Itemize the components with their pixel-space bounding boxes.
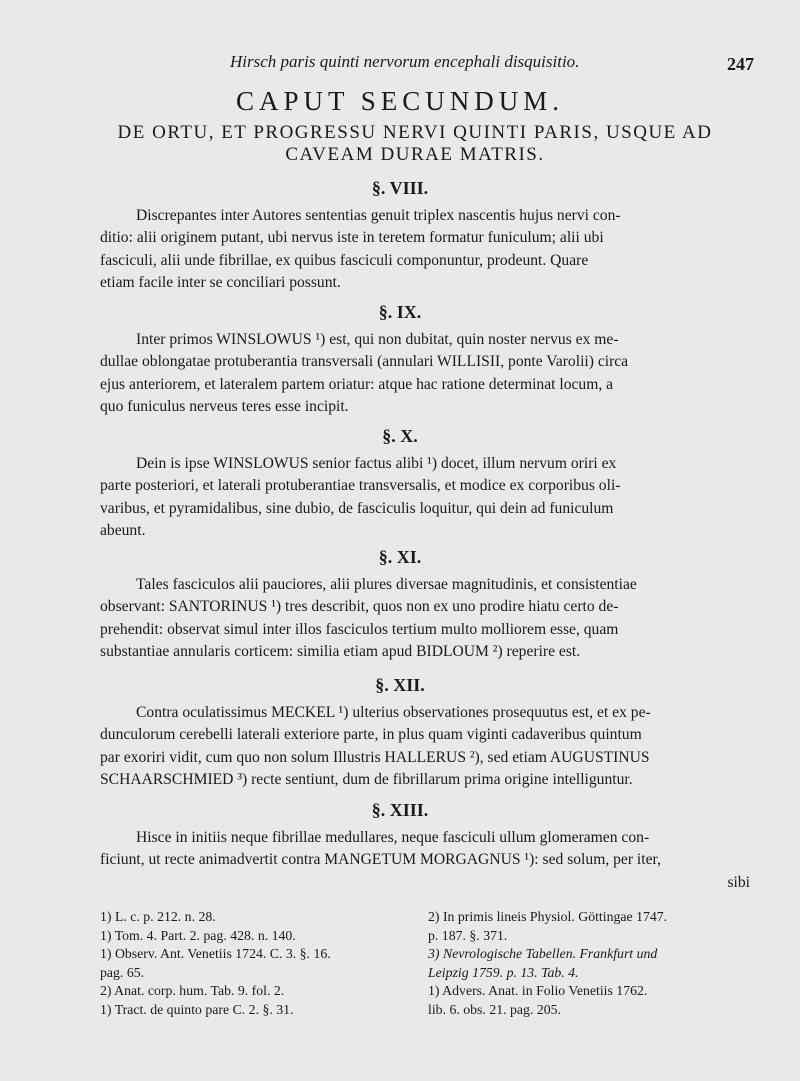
footnote-line: pag. 65. — [100, 964, 145, 980]
text-line: ejus anteriorem, et lateralem partem oriatur: atque hac ratione determinat locum, a — [100, 375, 614, 393]
text-line: ditio: alii originem putant, ubi nervus iste in teretem formatur funiculum; alii ubi — [100, 229, 604, 247]
footnote-line: lib. 6. obs. 21. pag. 205. — [428, 1001, 561, 1017]
text-line: Discrepantes inter Autores sententias genuit triplex nascentis hujus nervi con- — [136, 207, 621, 224]
footnotes-right-column — [428, 908, 768, 1019]
footnote-line: 1) Tract. de quinto pare C. 2. §. 31. — [100, 1001, 294, 1017]
text-line: dunculorum cerebelli laterali exteriore parte, in plus quam viginti cadaveribus quintum — [100, 726, 642, 744]
text-line: Inter primos WINSLOWUS ¹) est, qui non dubitat, quin noster nervus ex me- — [136, 331, 619, 348]
text-line: Tales fasciculos alii pauciores, alii plures diversae magnitudinis, et consistentiae — [136, 576, 637, 593]
text-line: etiam facile inter se conciliari possunt. — [100, 274, 341, 292]
text-line: prehendit: observat simul inter illos fasciculos tertium multo molliorem esse, quam — [100, 620, 619, 638]
text-line: parte posteriori, et laterali protuberantiae transversalis, et modice ex corporibus oli- — [100, 477, 621, 495]
section-heading-viii: §. VIII. — [371, 178, 429, 198]
running-head — [0, 52, 800, 76]
page-number: 247 — [727, 54, 754, 74]
paragraph-ix — [100, 329, 750, 419]
text-line: abeunt. — [100, 522, 146, 540]
footnote-line: Leipzig 1759. p. 13. Tab. 4. — [428, 964, 579, 980]
text-line: Contra oculatissimus MECKEL ¹) ulterius observationes prosequutus est, et ex pe- — [136, 704, 651, 721]
text-line: ficiunt, ut recte animadvertit contra MANGETUM MORGAGNUS ¹): sed solum, per iter, — [100, 851, 661, 869]
running-title: Hirsch paris quinti nervorum encephali disquisitio. — [230, 52, 580, 71]
text-line: par exoriri vidit, cum quo non solum Illustris HALLERUS ²), sed etiam AUGUSTINUS — [100, 748, 650, 766]
text-line: Hisce in initiis neque fibrillae medullares, neque fasciculi ullum glomeramen con- — [136, 829, 650, 846]
footnote-line: 3) Nevrologische Tabellen. Frankfurt und — [428, 946, 658, 961]
chapter-subtitle-line: CAVEAM DURAE MATRIS. — [285, 144, 545, 165]
chapter-title: CAPUT SECUNDUM. — [235, 86, 565, 116]
text-line: varibus, et pyramidalibus, sine dubio, de fasciculis loquitur, qui dein ad funiculum — [100, 499, 614, 517]
catchword: sibi — [727, 873, 750, 891]
footnote-line: 1) L. c. p. 212. n. 28. — [100, 909, 216, 924]
footnote-line: 1) Observ. Ant. Venetiis 1724. C. 3. §. 16. — [100, 946, 331, 961]
footnote-line: 2) Anat. corp. hum. Tab. 9. fol. 2. — [100, 983, 285, 998]
section-heading-xii: §. XII. — [375, 675, 425, 695]
section-heading-xiii: §. XIII. — [371, 800, 429, 820]
paragraph-x — [100, 453, 750, 543]
footnote-line: 2) In primis lineis Physiol. Göttingae 1747. — [428, 909, 668, 924]
paragraph-xiii — [100, 827, 750, 894]
text-line: fasciculi, alii unde fibrillae, ex quibus fasciculi componuntur, prodeunt. Quare — [100, 251, 589, 269]
paragraph-xi — [100, 574, 750, 664]
text-line: Dein is ipse WINSLOWUS senior factus alibi ¹) docet, illum nervum oriri ex — [136, 455, 617, 472]
chapter-subtitle — [75, 122, 755, 166]
text-line: quo funiculus nerveus teres esse incipit. — [100, 398, 349, 416]
footnotes — [100, 908, 760, 1018]
footnote-line: 1) Advers. Anat. in Folio Venetiis 1762. — [428, 983, 648, 998]
text-line: observant: SANTORINUS ¹) tres describit, quos non ex uno prodire hiatu certo de- — [100, 598, 619, 616]
chapter-subtitle-line: DE ORTU, ET PROGRESSU NERVI QUINTI PARIS, USQUE AD — [117, 122, 713, 143]
section-heading-xi: §. XI. — [378, 547, 422, 567]
footnote-line: p. 187. §. 371. — [428, 927, 508, 943]
text-line: SCHAARSCHMIED ³) recte sentiunt, dum de fibrillarum prima origine intelliguntur. — [100, 771, 633, 789]
paragraph-xii — [100, 702, 750, 792]
section-heading-x: §. X. — [382, 426, 418, 446]
footnotes-left-column — [100, 908, 430, 1019]
footnote-line: 1) Tom. 4. Part. 2. pag. 428. n. 140. — [100, 927, 296, 943]
text-line: dullae oblongatae protuberantia transversali (annulari WILLISII, ponte Varolii) circa — [100, 353, 629, 371]
section-heading-ix: §. IX. — [378, 302, 422, 322]
text-line: substantiae annularis corticem: similia etiam apud BIDLOUM ²) reperire est. — [100, 643, 581, 661]
paragraph-viii — [100, 205, 750, 295]
